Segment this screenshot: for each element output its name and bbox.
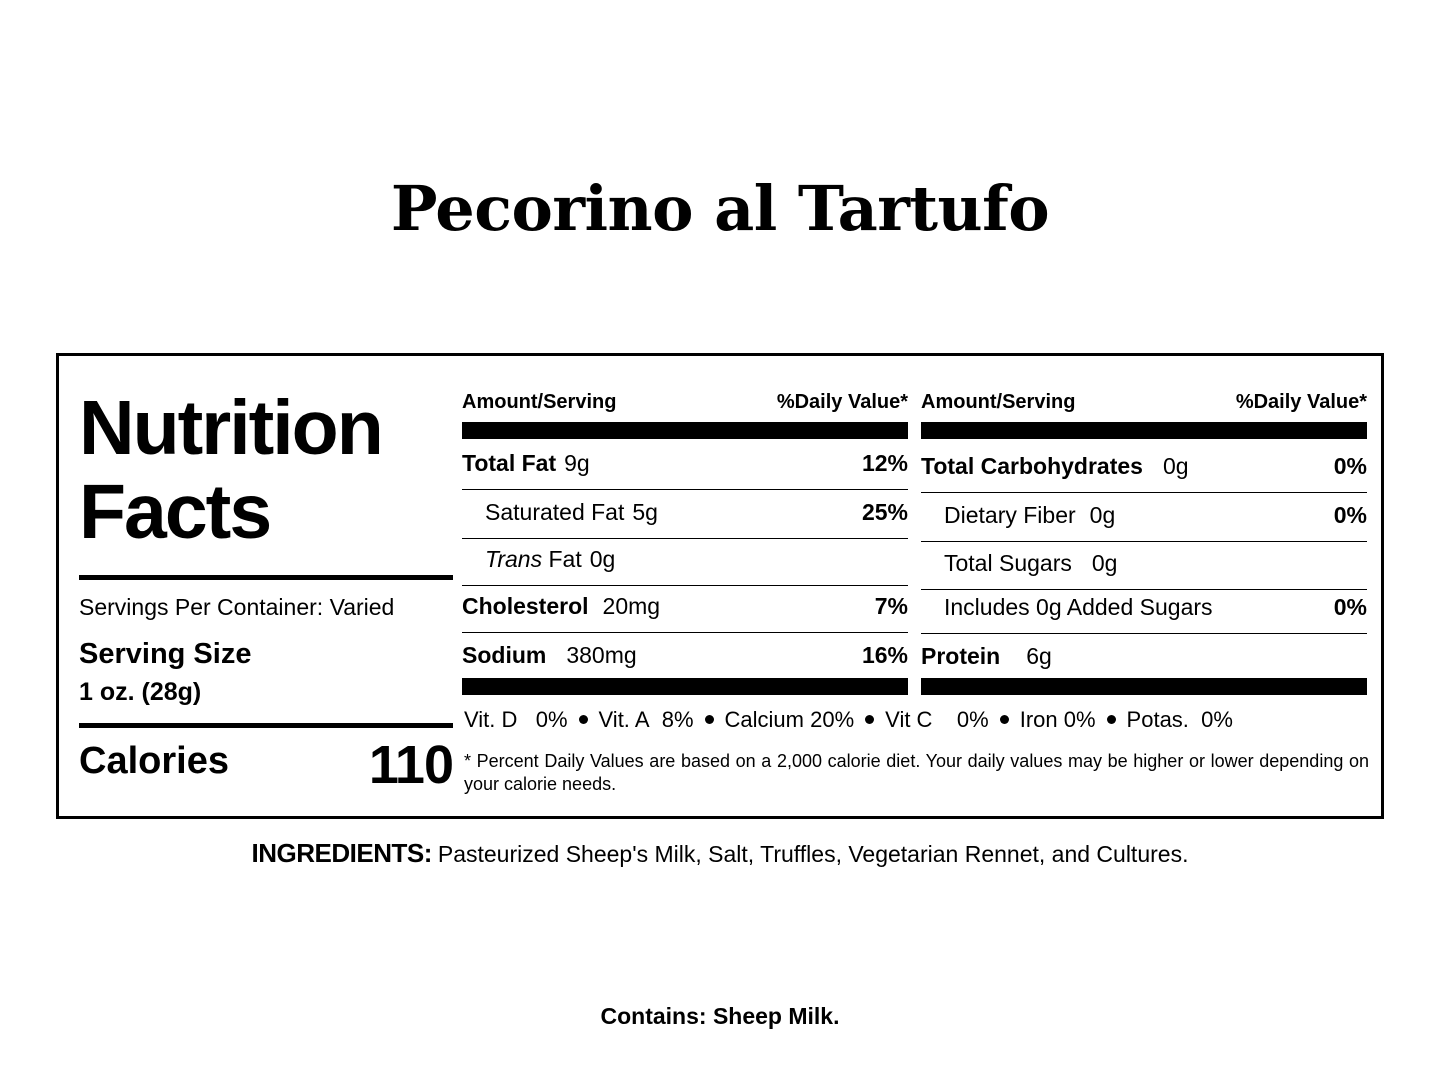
column-header <box>462 391 908 414</box>
nutrient-row-total-carbohydrates <box>921 444 1367 493</box>
daily-value-header: %Daily Value* <box>776 391 908 413</box>
nutrition-summary <box>79 356 453 816</box>
vitamin-item <box>725 707 855 733</box>
thick-bar <box>462 678 908 695</box>
nutrient-amount: 380mg <box>566 642 637 668</box>
nutrient-row-dietary-fiber <box>921 493 1367 542</box>
daily-value-header: %Daily Value* <box>1235 391 1367 413</box>
column-header <box>921 391 1367 414</box>
nutrient-name: Total Carbohydrates <box>921 453 1143 479</box>
bullet-icon <box>865 715 874 724</box>
nutrient-name: Includes 0g Added Sugars <box>944 594 1213 620</box>
amount-per-serving-header: Amount/Serving <box>921 391 1076 413</box>
product-title: Pecorino al Tartufo <box>390 172 1050 245</box>
nutrient-name: Saturated Fat <box>485 499 625 525</box>
thick-bar <box>921 422 1367 439</box>
nutrient-row-total-sugars <box>921 541 1367 590</box>
thick-divider <box>79 575 453 580</box>
amount-per-serving-header: Amount/Serving <box>462 391 617 413</box>
nutrient-amount: 20mg <box>602 593 661 619</box>
thick-divider <box>79 723 453 728</box>
vitamin-item <box>885 707 989 733</box>
vitamin-value: 0% <box>956 707 989 732</box>
nutrient-row-saturated-fat <box>462 490 908 539</box>
nutrient-dv: 7% <box>874 593 908 619</box>
vitamin-name: Vit C <box>885 707 933 732</box>
servings-per-container: Servings Per Container: Varied <box>79 594 395 620</box>
nutrient-row-added-sugars <box>921 585 1367 634</box>
vitamin-item <box>1127 707 1233 733</box>
nutrient-row-cholesterol <box>462 584 908 633</box>
bullet-icon <box>1000 715 1009 724</box>
ingredients-text: Pasteurized Sheep's Milk, Salt, Truffles, Vegetarian Rennet, and Cultures. <box>437 841 1189 867</box>
nutrient-amount: 5g <box>632 499 658 525</box>
nutrient-column-right <box>921 356 1367 816</box>
nutrient-name: Fat <box>548 546 582 572</box>
nutrient-dv: 25% <box>861 499 908 525</box>
calories-label: Calories <box>79 740 229 782</box>
heading-line-1: Nutrition <box>79 385 382 471</box>
serving-size-label: Serving Size <box>79 638 252 670</box>
vitamin-name: Potas. <box>1126 707 1189 732</box>
calories-value: 110 <box>368 735 453 795</box>
nutrient-name: Total Fat <box>462 450 557 476</box>
vitamin-item <box>1020 707 1096 733</box>
vitamin-value: 8% <box>661 707 694 732</box>
nutrient-name: Protein <box>921 643 1001 669</box>
nutrient-amount: 6g <box>1026 643 1052 669</box>
heading-line-2: Facts <box>79 469 271 555</box>
nutrient-dv: 0% <box>1333 502 1367 528</box>
nutrient-amount: 9g <box>564 450 590 476</box>
vitamins-row <box>464 707 1368 733</box>
vitamin-name: Calcium <box>724 707 804 732</box>
nutrient-name-italic: Trans <box>485 546 543 572</box>
vitamin-value: 0% <box>1063 707 1096 732</box>
bullet-icon <box>579 715 588 724</box>
allergen-statement: Contains: Sheep Milk. <box>600 1003 840 1029</box>
bullet-icon <box>1107 715 1116 724</box>
vitamin-value: 0% <box>535 707 568 732</box>
nutrient-amount: 0g <box>1091 550 1118 576</box>
nutrition-facts-panel <box>56 353 1384 819</box>
nutrient-dv: 12% <box>861 450 908 476</box>
nutrient-name: Dietary Fiber <box>944 502 1076 528</box>
nutrient-row-trans-fat <box>462 537 908 586</box>
nutrient-amount: 0g <box>589 546 616 572</box>
nutrient-dv: 0% <box>1333 453 1367 479</box>
nutrient-amount: 0g <box>1162 453 1189 479</box>
nutrition-facts-heading <box>79 386 382 554</box>
vitamin-name: Iron <box>1019 707 1058 732</box>
bullet-icon <box>705 715 714 724</box>
nutrient-amount: 0g <box>1089 502 1116 528</box>
ingredients-statement <box>0 838 1440 869</box>
ingredients-label: INGREDIENTS: <box>251 838 432 868</box>
thick-bar <box>921 678 1367 695</box>
vitamin-value: 0% <box>1201 707 1233 732</box>
nutrient-name: Total Sugars <box>944 550 1072 576</box>
nutrient-column-left <box>462 356 908 816</box>
nutrient-row-total-fat <box>462 441 908 490</box>
thick-bar <box>462 422 908 439</box>
vitamin-item <box>464 707 568 733</box>
nutrient-dv: 0% <box>1333 594 1367 620</box>
nutrient-dv: 16% <box>861 642 908 668</box>
vitamin-value: 20% <box>810 707 855 732</box>
serving-size-value: 1 oz. (28g) <box>79 678 202 706</box>
nutrient-row-sodium <box>462 633 908 681</box>
nutrient-row-protein <box>921 634 1367 682</box>
vitamin-name: Vit. A <box>598 707 650 732</box>
nutrient-name: Cholesterol <box>462 593 589 619</box>
daily-value-footnote: * Percent Daily Values are based on a 2,000 calorie diet. Your daily values may be higher or lower depending on your calorie needs. <box>464 751 1369 794</box>
vitamin-name: Vit. D <box>464 707 518 732</box>
nutrient-name: Sodium <box>462 642 547 668</box>
vitamin-item <box>599 707 694 733</box>
